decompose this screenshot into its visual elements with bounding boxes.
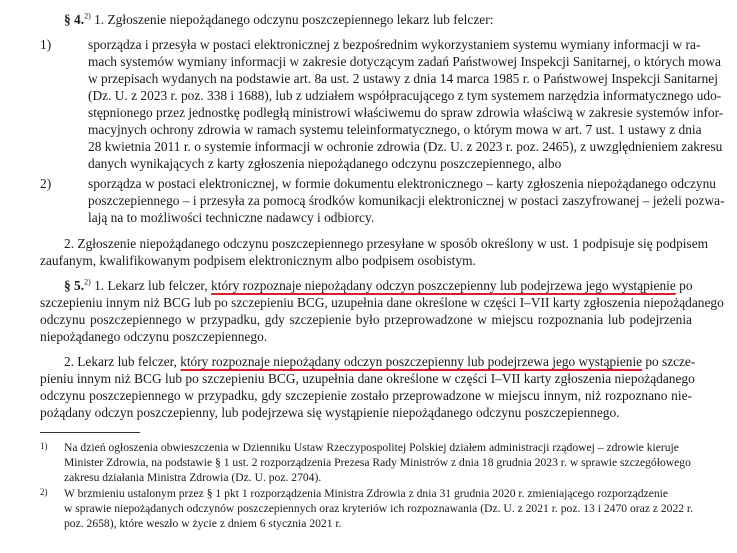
- underlined-phrase: [211, 278, 676, 293]
- section-5-p2-post: po szcze-: [642, 354, 696, 369]
- section-5-p2-line: pieniu innym niż BCG lub po szczepieniu BCG, uzupełnia dane określone w części I–VII karty zgłoszenia niepożądanego: [40, 371, 695, 386]
- item-1-line: 28 kwietnia 2011 r. o systemie informacji w ochronie zdrowia (Dz. U. z 2023 r. poz. 2465), z uwzględnieniem zakresu: [88, 139, 723, 154]
- footnote-ref: 2): [84, 277, 91, 287]
- section-5-p1-post: po: [675, 278, 693, 293]
- section-5-p1-line: szczepieniu innym niż BCG lub po szczepieniu BCG, uzupełnia dane określone w części I–VII karty zgłoszenia niepożądanego: [40, 295, 724, 310]
- footnote-1-line: Minister Zdrowia, na podstawie § 1 ust. 2 rozporządzenia Prezesa Rady Ministrów z dnia 18 grudnia 2023 r. w sprawie szczegółowego: [64, 456, 691, 469]
- item-2-line: sporządza w postaci elektronicznej, w formie dokumentu elektronicznego – karty zgłoszenia niepożądanego odczynu: [88, 176, 716, 191]
- section-5-p2-line: pożądany odczyn poszczepienny, lub podejrzewa się wystąpienie niepożądanego odczynu poszczepiennego.: [40, 405, 620, 420]
- underlined-text: który rozpoznaje niepożądany odczyn poszczepienny lub podejrzewa jego wystąpienie: [180, 354, 643, 369]
- section-5-label: § 5.: [64, 278, 85, 293]
- footnote-marker-2: 2): [40, 487, 48, 497]
- footnote-separator: [40, 432, 140, 433]
- footnote-marker-1: 1): [40, 441, 48, 451]
- footnote-2-line: w sprawie niepożądanych odczynów poszczepiennych oraz kryteriów ich rozpoznawania (Dz. U. z 2021 r. poz. 13 i 2470 oraz z 2022 r.: [64, 502, 694, 515]
- section-5-p1-line: odczynu poszczepiennego w przypadku, gdy szczepienie było przeprowadzone w miejscu rozpoznania lub podejrzenia: [40, 312, 692, 327]
- footnote-1-line: zakresu działania Ministra Zdrowia (Dz. U. poz. 2704).: [64, 471, 322, 484]
- section-5-p1-pre: 1. Lekarz lub felczer,: [90, 278, 212, 293]
- item-1-line: sporządza i przesyła w postaci elektronicznej z bezpośrednim wykorzystaniem systemu wymiany informacji w ra-: [88, 37, 701, 52]
- footnote-1-line: Na dzień ogłoszenia obwieszczenia w Dzienniku Ustaw Rzeczypospolitej Polskiej działem administracji rządowej – zdrowie kieruje: [64, 441, 679, 454]
- item-1-line: danych wynikających z karty zgłoszenia niepożądanego odczynu poszczepiennego, albo: [88, 156, 562, 171]
- item-1-line: macyjnych ochrony zdrowia w ramach systemu teleinformatycznego, o którym mowa w art. 7 ust. 1 ustawy z dnia: [88, 122, 702, 137]
- section-5-p1-line: niepożądanego odczynu poszczepiennego.: [40, 329, 268, 344]
- list-marker-2: 2): [40, 176, 52, 191]
- item-2-line: poszczepiennego – i przesyła za pomocą środków komunikacji elektronicznej w postaci zaszyfrowanej – jeżeli pozwa-: [88, 193, 725, 208]
- footnote-ref: 2): [84, 11, 91, 21]
- section-5-p2-pre: 2. Lekarz lub felczer,: [64, 354, 181, 369]
- list-marker-1: 1): [40, 37, 52, 52]
- item-1-line: (Dz. U. z 2023 r. poz. 338 i 1688), lub z udziałem współpracującego z tym systemem narzędzia informatycznego udo-: [88, 88, 722, 103]
- underlined-text: który rozpoznaje niepożądany odczyn poszczepienny lub podejrzewa jego wystąpienie: [211, 278, 676, 293]
- underlined-phrase: [180, 354, 642, 369]
- section-4-intro-text: 1. Zgłoszenie niepożądanego odczynu poszczepiennego lekarz lub felczer:: [90, 12, 494, 27]
- section-4-para-2: 2. Zgłoszenie niepożądanego odczynu poszczepiennego przesyłane w sposób określony w ust. 1 podpisuje się podpisem: [64, 236, 709, 251]
- item-1-line: w przepisach wydanych na podstawie art. 8a ust. 2 ustawy z dnia 14 marca 1985 r. o Państwowej Inspekcji Sanitarnej: [88, 71, 718, 86]
- section-5-p2-line: odczynu poszczepiennego w przypadku, gdy szczepienie zostało przeprowadzone w miejscu innym, niż rozpoznano nie-: [40, 388, 692, 403]
- item-1-line: mach systemów wymiany informacji w zakresie dotyczącym zadań Państwowej Inspekcji Sanitarnej, o których mowa: [88, 54, 721, 69]
- footnote-2-line: W brzmieniu ustalonym przez § 1 pkt 1 rozporządzenia Ministra Zdrowia z dnia 31 grudnia 2020 r. zmieniającego rozporządzenie: [64, 487, 669, 500]
- section-4-intro: [64, 11, 493, 28]
- section-4-label: § 4.: [64, 12, 85, 27]
- item-2-line: lają na to możliwości techniczne nadawcy i odbiorcy.: [88, 210, 375, 225]
- footnote-2-line: poz. 2658), które weszło w życie z dniem 6 stycznia 2021 r.: [64, 517, 342, 530]
- section-5-para-2-first: [64, 353, 695, 370]
- section-5-para-1-first: [64, 277, 693, 294]
- section-4-para-2: zaufanym, kwalifikowanym podpisem elektronicznym albo podpisem osobistym.: [40, 253, 476, 268]
- item-1-line: stępnionego przez jednostkę podległą ministrowi właściwemu do spraw zdrowia właściwą w zakresie systemów infor-: [88, 105, 724, 120]
